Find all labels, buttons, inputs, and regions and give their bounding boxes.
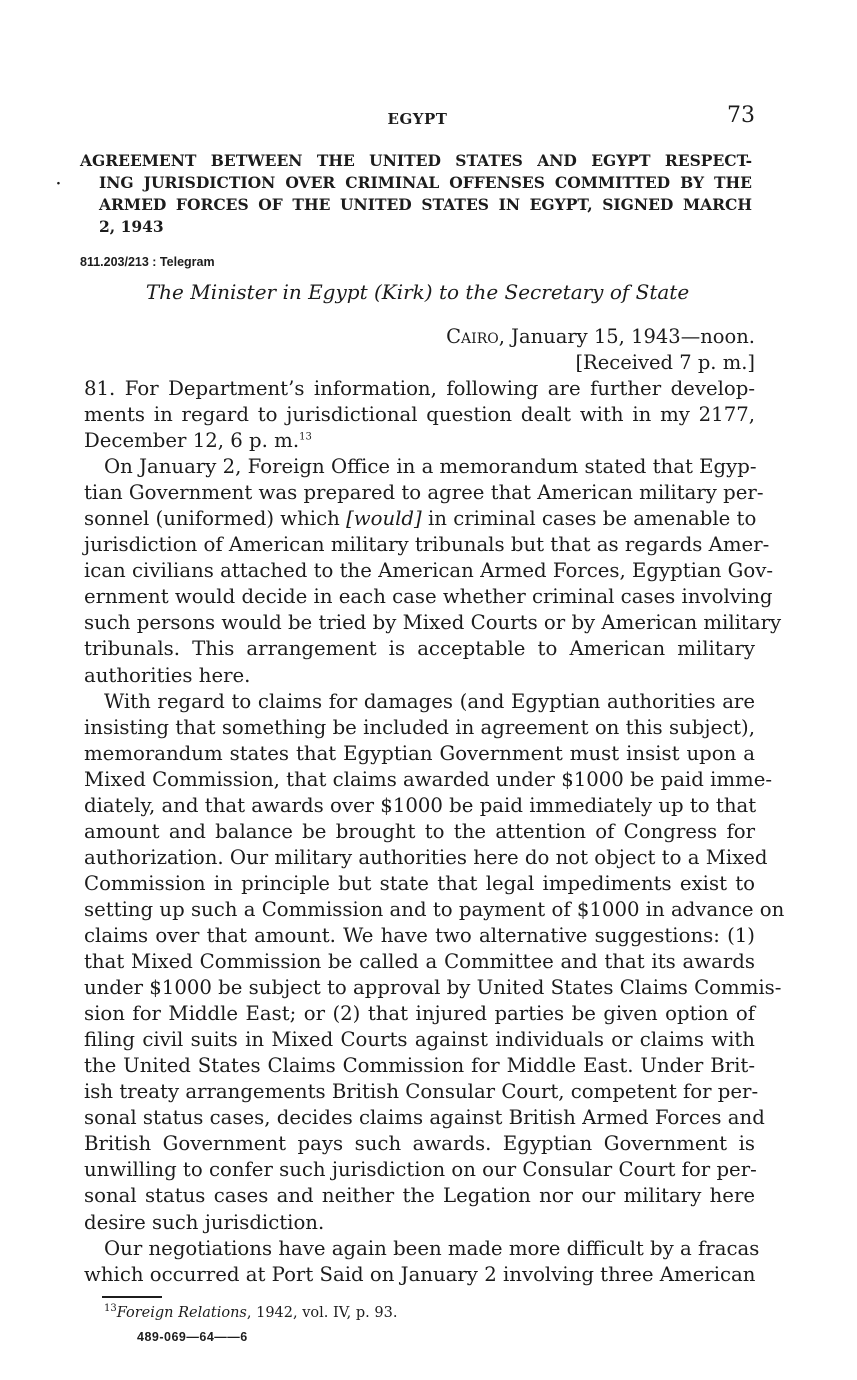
dateline-date: , January 15, 1943—noon. <box>498 325 755 348</box>
text-line: which occurred at Port Said on January 2 involving three American <box>84 1262 756 1286</box>
text-line: desire such jurisdiction. <box>84 1210 325 1234</box>
footnote-rule <box>102 1296 162 1298</box>
received-note: [Received 7 p. m.] <box>575 351 755 374</box>
text-line <box>84 506 755 532</box>
text-line: Mixed Commission, that claims awarded under $1000 be paid imme- <box>84 767 773 791</box>
text-line <box>84 428 755 454</box>
text-line: sonal status cases and neither the Legation nor our military here <box>84 1184 755 1208</box>
text-span: in criminal cases be amenable to <box>421 507 757 531</box>
page-number: 73 <box>727 103 755 128</box>
text-line: sonal status cases, decides claims against British Armed Forces and <box>84 1106 765 1130</box>
text-line: diately, and that awards over $1000 be paid immediately up to that <box>84 793 757 817</box>
text-line: British Government pays such awards. Egyptian Government is <box>84 1132 755 1156</box>
text-line: ican civilians attached to the American Armed Forces, Egyptian Gov- <box>84 559 773 583</box>
running-head <box>80 100 755 134</box>
doc-title-part: The Minister in Egypt <box>145 280 368 304</box>
text-line: authorities here. <box>84 663 251 687</box>
text-line: filing civil suits in Mixed Courts against individuals or claims with <box>84 1028 755 1052</box>
footnote-number: 13 <box>104 1303 117 1315</box>
stray-mark: · <box>56 176 61 192</box>
print-code: 489-069—64——6 <box>137 1330 248 1344</box>
text-line: ish treaty arrangements British Consular Court, competent for per- <box>84 1080 759 1104</box>
text-line: With regard to claims for damages (and Egyptian authorities are <box>104 689 755 713</box>
text-line: jurisdiction of American military tribunals but that as regards Amer- <box>84 533 770 557</box>
footnote-title: Foreign Relations <box>116 1305 247 1321</box>
footnote-marker: 13 <box>299 431 312 443</box>
text-line: that Mixed Commission be called a Committee and that its awards <box>84 950 755 974</box>
text-line: tian Government was prepared to agree that American military per- <box>84 481 764 505</box>
text-line: under $1000 be subject to approval by United States Claims Commis- <box>84 976 782 1000</box>
text-line: the United States Claims Commission for Middle East. Under Brit- <box>84 1054 755 1078</box>
text-line: memorandum states that Egyptian Government must insist upon a <box>84 741 755 765</box>
text-line: Our negotiations have again been made more difficult by a fracas <box>104 1236 760 1260</box>
heading-line: 2, 1943 <box>99 217 164 236</box>
text-line: On January 2, Foreign Office in a memorandum stated that Egyp- <box>104 455 757 479</box>
section-heading <box>80 150 752 238</box>
text-line: tribunals. This arrangement is acceptable to American military <box>84 637 755 661</box>
text-line: ernment would decide in each case whether criminal cases involving <box>84 585 773 609</box>
text-span: December 12, 6 p. m. <box>84 429 300 453</box>
text-line: authorization. Our military authorities here do not object to a Mixed <box>84 845 768 869</box>
heading-line: ARMED FORCES OF THE UNITED STATES IN EGYPT, SIGNED MARCH <box>99 195 752 214</box>
text-line: unwilling to confer such jurisdiction on our Consular Court for per- <box>84 1158 757 1182</box>
dateline-place: Cairo <box>446 325 499 348</box>
text-line: claims over that amount. We have two alternative suggestions: (1) <box>84 923 755 947</box>
doc-title-name: (Kirk) <box>373 280 433 304</box>
text-line: insisting that something be included in agreement on this subject), <box>84 715 755 739</box>
telegram-body <box>84 376 785 1288</box>
footnote <box>104 1304 397 1322</box>
text-line: Commission in principle but state that legal impediments exist to <box>84 871 755 895</box>
text-line: sion for Middle East; or (2) that injured parties be given option of <box>84 1002 755 1026</box>
text-line: amount and balance be brought to the attention of Congress for <box>84 819 755 843</box>
editorial-insertion: [would] <box>346 507 422 531</box>
footnote-citation: , 1942, vol. IV, p. 93. <box>246 1305 398 1321</box>
heading-line: ING JURISDICTION OVER CRIMINAL OFFENSES COMMITTED BY THE <box>99 173 752 192</box>
document-title <box>80 276 755 308</box>
text-line: such persons would be tried by Mixed Courts or by American military <box>84 611 782 635</box>
text-line: ments in regard to jurisdictional question dealt with in my 2177, <box>84 403 755 427</box>
dateline <box>80 324 755 350</box>
file-reference: 811.203/213 : Telegram <box>80 255 215 269</box>
text-line: setting up such a Commission and to payment of $1000 in advance on <box>84 897 785 921</box>
doc-title-part: to the Secretary of State <box>438 280 690 304</box>
text-line: 81. For Department’s information, following are further develop- <box>84 377 755 400</box>
heading-line: AGREEMENT BETWEEN THE UNITED STATES AND EGYPT RESPECT- <box>80 151 752 170</box>
text-span: sonnel (uniformed) which <box>84 507 347 531</box>
running-title: EGYPT <box>387 110 448 128</box>
